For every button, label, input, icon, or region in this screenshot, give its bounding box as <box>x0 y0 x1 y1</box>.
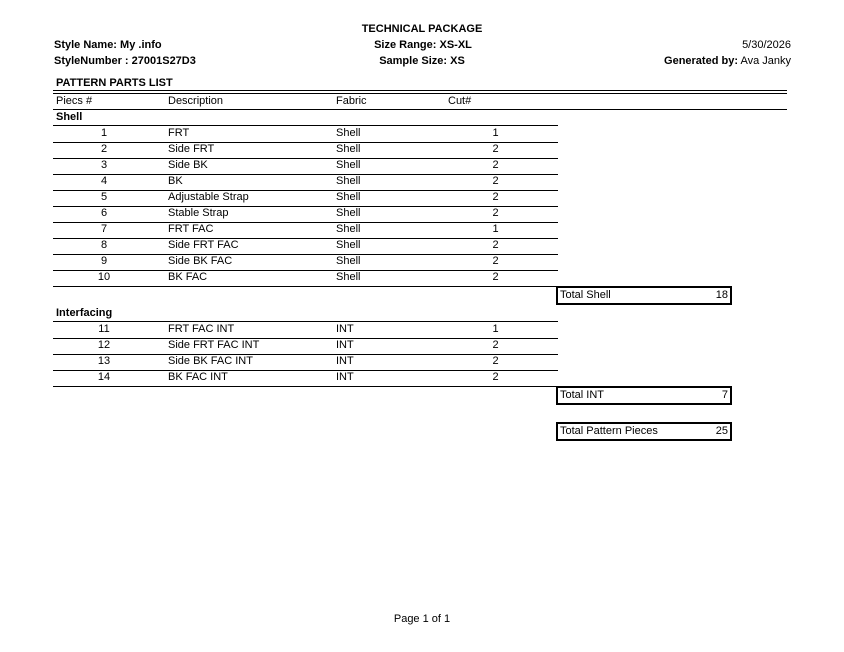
piece-number: 5 <box>100 191 108 203</box>
generated-by-value: Ava Janky <box>740 55 791 67</box>
group-title-shell: Shell <box>56 111 83 123</box>
table-row <box>53 338 558 355</box>
piece-cut: 2 <box>492 355 499 367</box>
piece-number: 3 <box>100 159 108 171</box>
piece-fabric: Shell <box>336 191 361 203</box>
size-range-label: Size Range: <box>374 39 437 51</box>
table-row <box>53 126 558 143</box>
piece-number: 14 <box>97 371 111 383</box>
piece-description: Side FRT FAC <box>168 239 239 251</box>
piece-description: BK <box>168 175 183 187</box>
piece-number: 11 <box>98 323 110 335</box>
generated-by <box>664 55 791 67</box>
total-shell-value: 18 <box>715 289 728 301</box>
total-int-box <box>556 386 732 405</box>
piece-cut: 1 <box>492 323 499 335</box>
document-title: TECHNICAL PACKAGE <box>361 23 483 35</box>
piece-number: 10 <box>97 271 111 283</box>
total-int-value: 7 <box>721 389 728 401</box>
sample-size-label: Sample Size: <box>379 55 448 67</box>
table-row <box>53 270 558 287</box>
piece-fabric: INT <box>336 371 354 383</box>
piece-fabric: Shell <box>336 207 361 219</box>
piece-description: Stable Strap <box>168 207 229 219</box>
piece-cut: 2 <box>492 271 499 283</box>
piece-cut: 2 <box>492 175 499 187</box>
total-pattern-pieces-label: Total Pattern Pieces <box>560 425 658 437</box>
column-header-cut: Cut# <box>448 95 472 107</box>
piece-cut: 2 <box>492 339 499 351</box>
style-number-value: 27001S27D3 <box>131 55 196 67</box>
piece-fabric: Shell <box>336 159 361 171</box>
piece-fabric: Shell <box>336 239 361 251</box>
column-header-description: Description <box>168 95 224 107</box>
piece-cut: 2 <box>492 191 499 203</box>
table-row <box>53 206 558 223</box>
piece-number: 1 <box>100 127 108 139</box>
table-row <box>53 238 558 255</box>
piece-fabric: INT <box>336 355 354 367</box>
sample-size-value: XS <box>450 55 465 67</box>
piece-number: 2 <box>100 143 108 155</box>
piece-number: 9 <box>100 255 108 267</box>
piece-fabric: Shell <box>336 255 361 267</box>
column-header-fabric: Fabric <box>336 95 367 107</box>
piece-description: Side BK FAC <box>168 255 233 267</box>
table-row <box>53 190 558 207</box>
style-name-value: My .info <box>120 39 162 51</box>
piece-cut: 2 <box>492 239 499 251</box>
piece-cut: 2 <box>492 159 499 171</box>
piece-fabric: Shell <box>336 143 361 155</box>
piece-description: BK FAC <box>168 271 208 283</box>
section-title: PATTERN PARTS LIST <box>56 77 173 89</box>
group-title-interfacing: Interfacing <box>56 307 113 319</box>
total-int-label: Total INT <box>560 389 605 401</box>
page-number: Page 1 of 1 <box>393 613 451 625</box>
document-date: 5/30/2026 <box>742 39 791 51</box>
piece-fabric: Shell <box>336 271 361 283</box>
piece-number: 13 <box>97 355 111 367</box>
piece-description: FRT FAC INT <box>168 323 235 335</box>
piece-number: 8 <box>100 239 108 251</box>
piece-cut: 2 <box>492 143 499 155</box>
piece-description: Side BK FAC INT <box>168 355 253 367</box>
table-row <box>53 370 558 387</box>
piece-cut: 2 <box>492 207 499 219</box>
piece-fabric: INT <box>336 323 354 335</box>
double-rule-top <box>53 90 787 91</box>
table-row <box>53 254 558 271</box>
piece-number: 6 <box>100 207 108 219</box>
total-shell-box <box>556 286 732 305</box>
piece-cut: 1 <box>492 223 499 235</box>
piece-description: Adjustable Strap <box>168 191 249 203</box>
style-name-label: Style Name: <box>54 39 117 51</box>
piece-description: Side FRT FAC INT <box>168 339 260 351</box>
piece-description: BK FAC INT <box>168 371 228 383</box>
piece-cut: 1 <box>492 127 499 139</box>
total-shell-label: Total Shell <box>560 289 611 301</box>
piece-fabric: Shell <box>336 175 361 187</box>
piece-number: 12 <box>97 339 111 351</box>
piece-description: Side FRT <box>168 143 215 155</box>
piece-description: FRT FAC <box>168 223 214 235</box>
header-rule <box>53 109 787 110</box>
piece-fabric: INT <box>336 339 354 351</box>
piece-number: 7 <box>100 223 108 235</box>
piece-fabric: Shell <box>336 223 361 235</box>
table-row <box>53 354 558 371</box>
column-header-piece-number: Piecs # <box>56 95 93 107</box>
total-pattern-pieces-box <box>556 422 732 441</box>
table-row <box>53 158 558 175</box>
table-row <box>53 222 558 239</box>
piece-cut: 2 <box>492 371 499 383</box>
piece-number: 4 <box>100 175 108 187</box>
table-row <box>53 174 558 191</box>
piece-cut: 2 <box>492 255 499 267</box>
style-number-label: StyleNumber : <box>54 55 129 67</box>
size-range-value: XS-XL <box>439 39 472 51</box>
piece-fabric: Shell <box>336 127 361 139</box>
size-range <box>0 39 844 51</box>
total-pattern-pieces-value: 25 <box>715 425 728 437</box>
table-row <box>53 322 558 339</box>
table-row <box>53 142 558 159</box>
double-rule-bottom <box>53 93 787 94</box>
piece-description: FRT <box>168 127 190 139</box>
piece-description: Side BK <box>168 159 208 171</box>
generated-by-label: Generated by: <box>664 55 738 67</box>
